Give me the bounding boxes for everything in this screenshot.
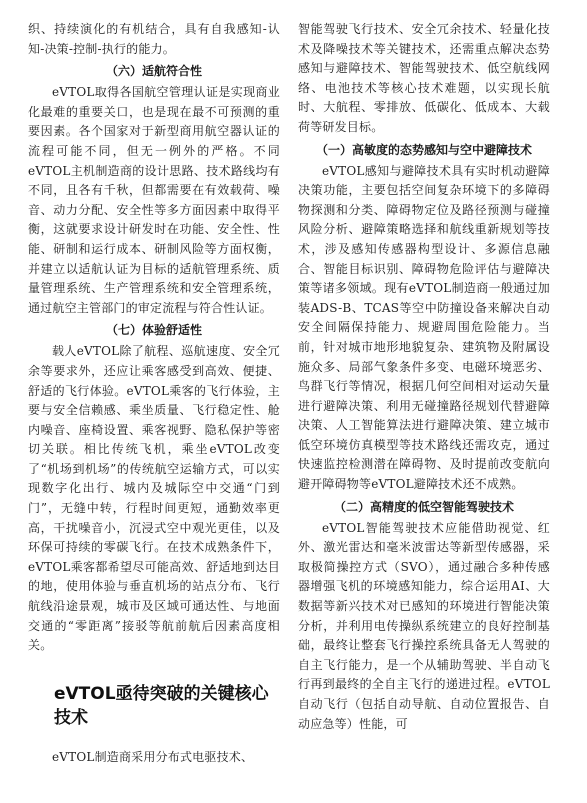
paragraph-core-tech-intro: eVTOL制造商采用分布式电驱技术、 (52, 749, 254, 764)
right-column (298, 20, 550, 803)
paragraph-comfort: 载人eVTOL除了航程、巡航速度、安全冗余等要求外，还应让乘客感受到高效、便捷、舒适的飞行体验。eVTOL乘客的飞行体验，主要与安全信赖感、乘坐质量、飞行稳定性、舱内噪音、座椅设置、乘客视野、隐私保护等密切关联。相比传统飞机，乘坐eVTOL改变了“机场到机场”的传统航空运输方式，可以实现数字化出行、城内及城际空中交通“门到门”，无缝中转，行程时间更短，通勤效率更高，干扰噪音小，沉浸式空中观光更佳，以及环保可持续的零碳飞行。在技术成熟条件下，eVTOL乘客都希望尽可能高效、舒适地到达目的地，使用体验与垂直机场的站点分布、飞行航线沿途景观，城市及区域可通达性、与地面交通的“零距离”接驳等航前航后因素高度相关。 (28, 344, 280, 653)
subheading-intelligent-driving: （二）高精度的低空智能驾驶技术 (333, 499, 514, 514)
paragraph-airworthiness: eVTOL取得各国航空管理认证是实现商业化最难的重要关口，也是现在最不可预测的重要因素。各个国家对于新型商用航空器认证的流程可能不同，但无一例外的严格。不同eVTOL主机制造商的设计思路、技术路线均有不同，且各有千秋，但都需要在有效载荷、噪音、动力分配、安全性等多方面因素中取得平衡，这就要求设计研发时在功能、安全性、性能、研制和运行成本、研制风险等方面权衡，并建立以适航认证为目标的适航管理系统、质量管理系统、生产管理系统和安全管理系统，通过航空主管部门的审定流程与符合性认证。 (28, 85, 280, 315)
paragraph-situational-awareness: eVTOL感知与避障技术具有实时机动避障决策功能，主要包括空间复杂环境下的多障碍物探测和分类、障碍物定位及路径预测与碰撞风险分析、避障策略选择和航线重新规划等技术，涉及感知传感器构型设计、多源信息融合、智能目标识别、障碍物危险评估与避障决策等诸多领域。现有eVTOL制造商一般通过加装ADS-B、TCAS等空中防撞设备来解决自动安全间隔保持能力、规避周围危险能力。当前，针对城市地形地貌复杂、建筑物及附属设施众多、局部气象条件多变、电磁环境恶劣、鸟群飞行等情况，根据几何空间相对运动矢量进行避障决策、利用无碰撞路径规划代替避障决策、人工智能算法进行避障决策、建立城市低空环境仿真模型等技术路线还需攻克，通过快速监控检测潜在障碍物、及时提前改变航向避开障碍物等eVTOL避障技术还不成熟。 (298, 163, 550, 492)
subheading-situational-awareness: （一）高敏度的态势感知与空中避障技术 (315, 142, 532, 157)
section-title: eVTOL亟待突破的关键核心技术 (54, 683, 269, 728)
subheading-airworthiness: （六）适航符合性 (105, 64, 202, 79)
paragraph-intelligent-driving: eVTOL智能驾驶技术应能借助视觉、红外、激光雷达和毫米波雷达等新型传感器，采取极简操控方式（SVO），通过融合多种传感器增强飞机的环境感知能力，综合运用AI、大数据等新兴技术对已感知的环境进行智能决策分析，并利用电传操纵系统建立的良好控制基础，最终让整套飞行操控系统具备无人驾驶的自主飞行能力，是一个从辅助驾驶、半自动飞行再到最终的全自主飞行的递进过程。eVTOL自动飞行（包括自动导航、自动位置报告、自动应急等）性能，可 (298, 520, 550, 731)
paragraph-continued: 织、持续演化的有机结合，具有自我感知-认知-决策-控制-执行的能力。 (28, 22, 280, 56)
left-column (28, 20, 280, 803)
subheading-comfort: （七）体验舒适性 (105, 323, 202, 338)
paragraph-continued-right: 智能驾驶飞行技术、安全冗余技术、轻量化技术及降噪技术等关键技术，还需重点解决态势感知与避障技术、智能驾驶技术、低空航线网络、电池技术等核心技术难题，以实现长航时、大航程、零排放、低碳化、低成本、大载荷等研发目标。 (298, 22, 550, 134)
